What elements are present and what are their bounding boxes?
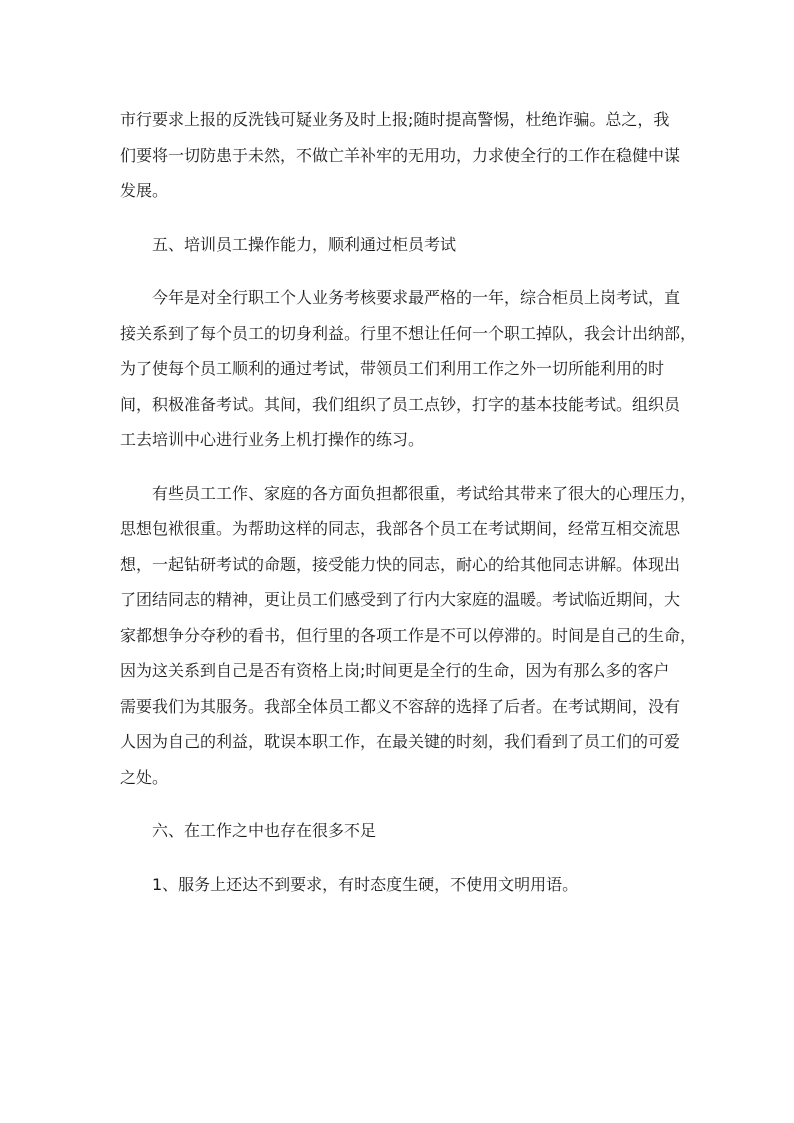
text-line: 人因为自己的利益，耽误本职工作，在最关键的时刻，我们看到了员工们的可爱	[120, 732, 681, 751]
text-line: 需要我们为其服务。我部全体员工都义不容辞的选择了后者。在考试期间，没有	[120, 696, 681, 716]
text-line: 市行要求上报的反洗钱可疑业务及时上报;随时提高警惕，杜绝诈骗。总之，我	[120, 110, 670, 129]
text-line: 想，一起钻研考试的命题，接受能力快的同志，耐心的给其他同志讲解。体现出	[120, 554, 681, 574]
text-line: 间，积极准备考试。其间，我们组织了员工点钞，打字的基本技能考试。组织员	[120, 394, 681, 414]
paragraph-training	[120, 280, 697, 458]
text-line: 工去培训中心进行业务上机打操作的练习。	[120, 430, 425, 449]
paragraph-teamwork	[120, 476, 697, 796]
text-line: 了团结同志的精神，更让员工们感受到了行内大家庭的温暖。考试临近期间，大	[120, 590, 681, 609]
text-line: 为了使每个员工顺利的通过考试，带领员工们利用工作之外一切所能利用的时	[120, 359, 665, 378]
text-line: 有些员工工作、家庭的各方面负担都很重，考试给其带来了很大的心理压力，	[152, 483, 697, 503]
section-heading-6	[120, 813, 676, 849]
heading-text: 五、培训员工操作能力，顺利通过柜员考试	[152, 234, 457, 254]
list-item-text: 1、服务上还达不到要求，有时态度生硬，不使用文明用语。	[152, 874, 579, 894]
list-item	[120, 867, 676, 903]
text-line: 今年是对全行职工个人业务考核要求最严格的一年，综合柜员上岗考试，直	[152, 288, 681, 307]
text-line: 思想包袱很重。为帮助这样的同志，我部各个员工在考试期间，经常互相交流思	[120, 519, 681, 538]
section-heading-5	[120, 227, 676, 263]
document-page	[120, 102, 697, 902]
text-line: 发展。	[120, 181, 169, 200]
text-line: 因为这关系到自己是否有资格上岗;时间更是全行的生命，因为有那么多的客户	[120, 661, 670, 680]
heading-text: 六、在工作之中也存在很多不足	[152, 821, 377, 840]
text-line: 们要将一切防患于未然，不做亡羊补牢的无用功，力求使全行的工作在稳健中谋	[120, 145, 681, 165]
text-line: 家都想争分夺秒的看书，但行里的各项工作是不可以停滞的。时间是自己的生命，	[120, 625, 697, 645]
text-line: 之处。	[120, 767, 169, 787]
paragraph-continued	[120, 102, 681, 209]
text-line: 接关系到了每个员工的切身利益。行里不想让任何一个职工掉队，我会计出纳部，	[120, 323, 697, 343]
